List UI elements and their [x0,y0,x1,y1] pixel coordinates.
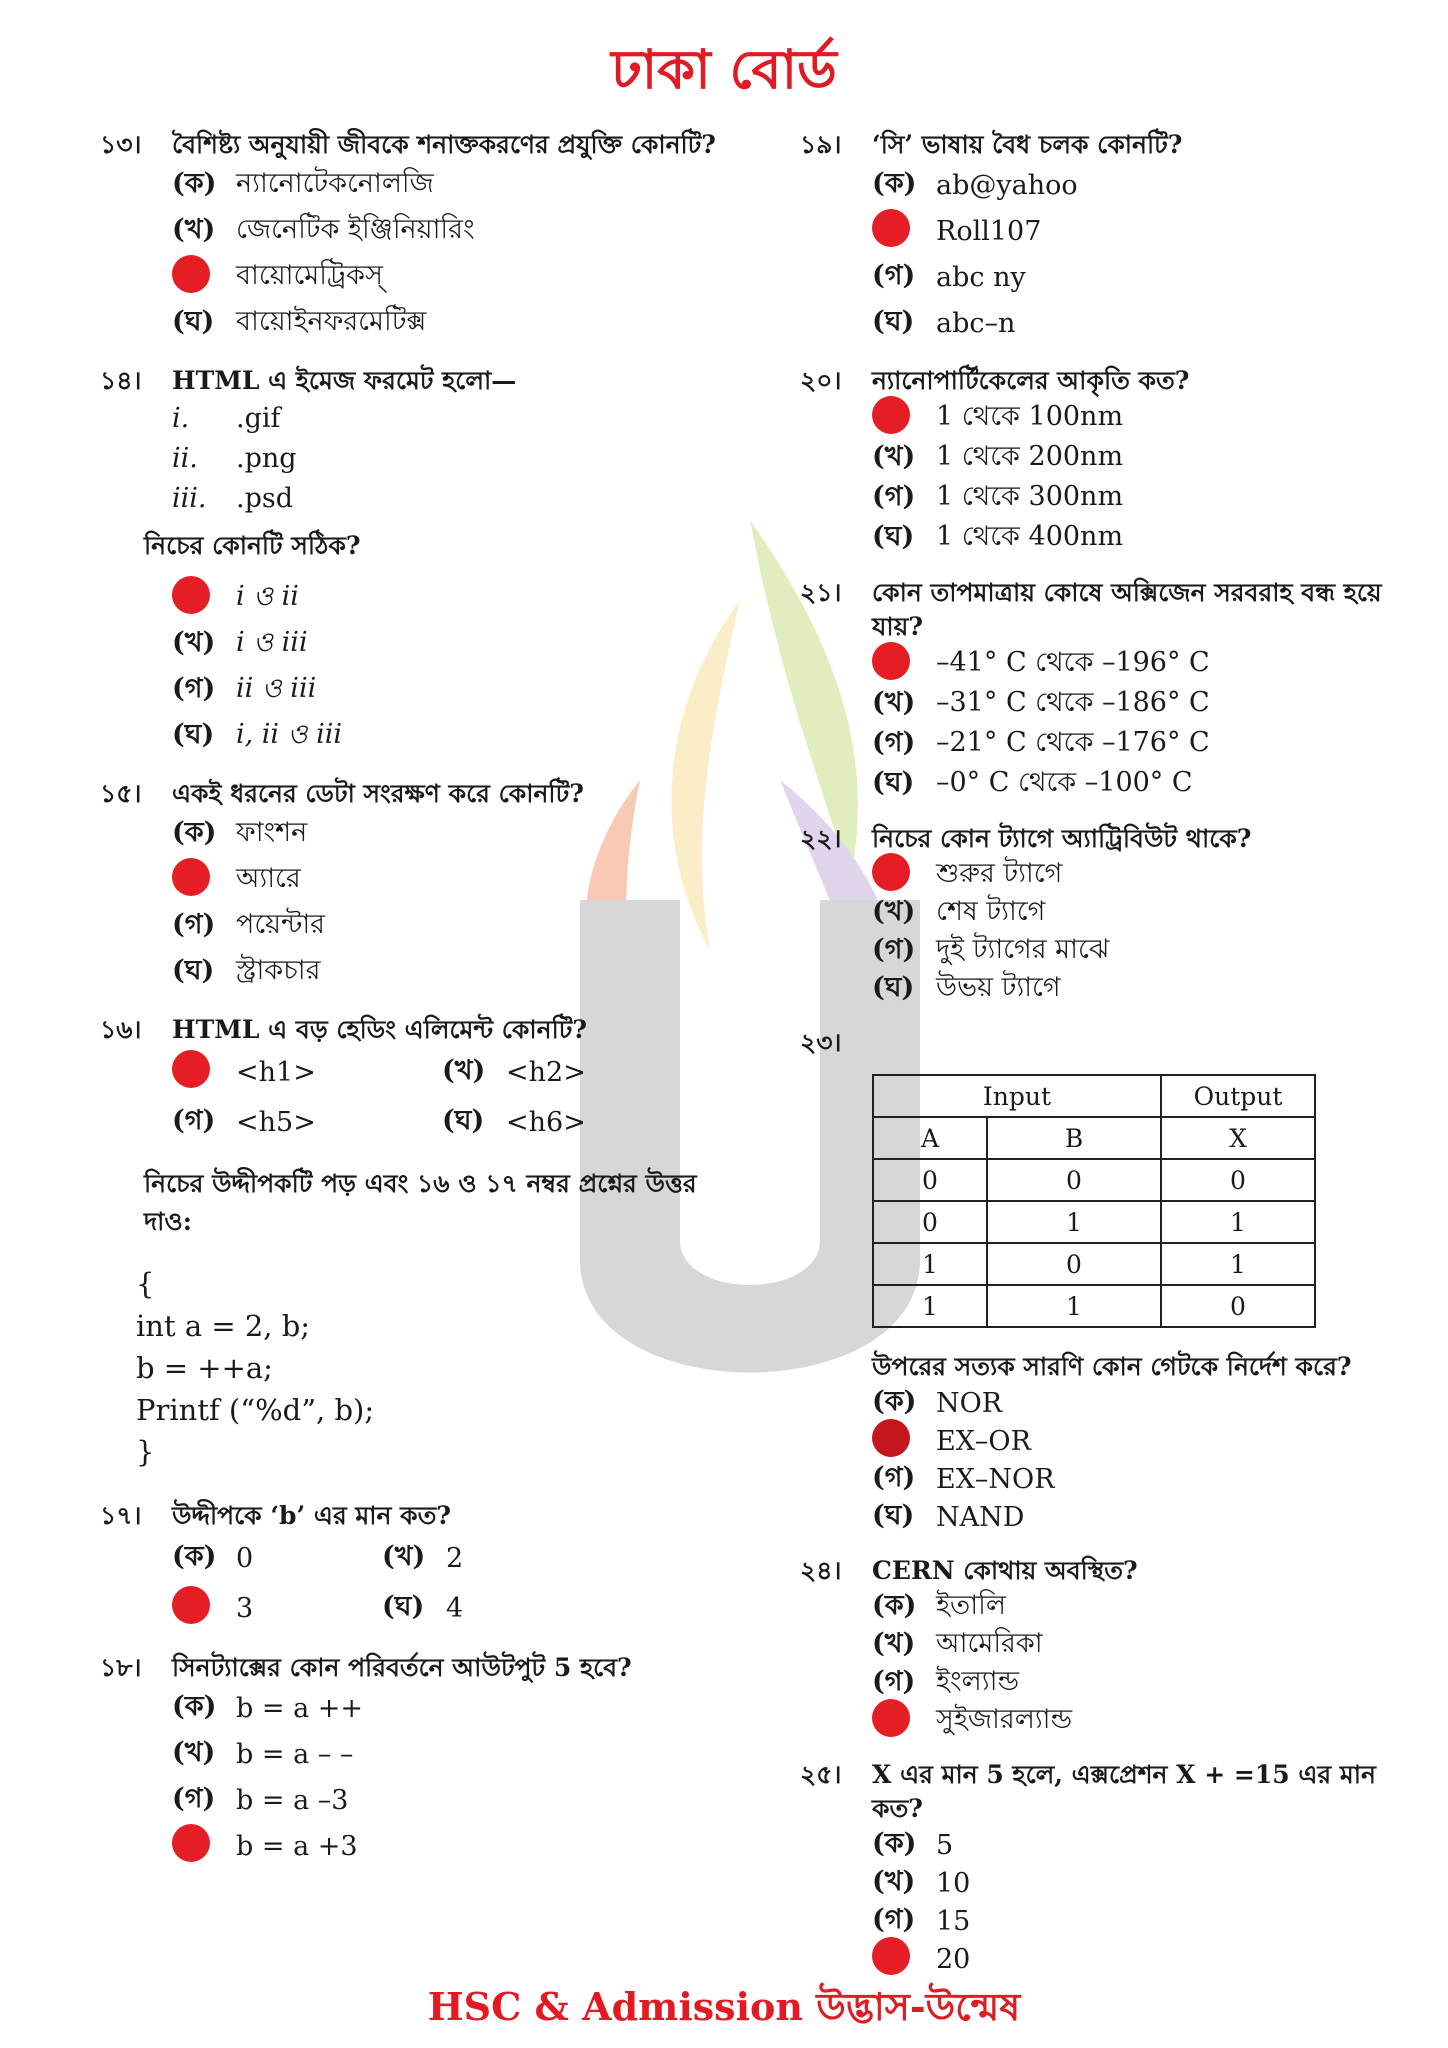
option-mark: (খ) [872,1865,916,1897]
option-correct[interactable] [872,1702,1400,1740]
option-mark: (ক) [172,1540,217,1572]
option[interactable] [872,1498,1400,1536]
statement-number: ii. [172,442,198,474]
option-correct[interactable] [872,856,1400,894]
option[interactable] [872,894,1400,932]
option[interactable] [872,438,1400,478]
option-mark: (গ) [872,480,916,512]
option[interactable] [172,1777,720,1823]
option-text: আমেরিকা [936,1627,1043,1659]
option[interactable] [872,970,1400,1008]
option-text: b = a ++ [236,1692,363,1724]
table-cell: 0 [873,1201,987,1243]
option-text: সুইজারল্যান্ড [936,1703,1073,1735]
code-block [136,1263,720,1473]
option-mark: (গ) [872,1665,916,1697]
table-row [873,1159,1315,1201]
option-mark: (গ) [872,933,916,965]
option-mark: (ক) [872,167,917,199]
table-cell: 0 [987,1243,1161,1285]
sub-question: নিচের কোনটি সঠিক? [144,531,361,560]
answer-dot-icon [872,1699,910,1737]
statement [172,478,720,518]
option[interactable] [172,621,720,667]
statement [172,398,720,438]
option-mark: (ঘ) [442,1104,485,1136]
option[interactable] [872,162,1400,208]
question-number: ২৩। [800,1028,842,1057]
table-cell: 1 [1161,1243,1315,1285]
option-text: <h5> [236,1106,316,1138]
question-18 [100,1651,720,1869]
option-correct[interactable] [872,208,1400,254]
option-mark: (ঘ) [872,766,915,798]
statement-text: .psd [236,482,294,514]
option-text: বায়োমেট্রিকস্ [236,259,383,291]
statement-number: iii. [172,482,207,514]
right-column [800,128,1400,1978]
option-text: শুরুর ট্যাগে [936,857,1063,889]
answer-dot-icon [872,1419,910,1457]
option-text: ফাংশন [236,816,308,848]
option-text: Roll107 [936,215,1042,247]
question-number: ১৭। [100,1501,142,1530]
question-19 [800,128,1400,346]
option-mark: (গ) [872,259,916,291]
table-cell: 1 [873,1243,987,1285]
question-text: ‘সি’ ভাষায় বৈধ চলক কোনটি? [872,130,1183,159]
option-text: EX–NOR [936,1463,1055,1495]
question-21 [800,576,1400,804]
question-number: ২৫। [800,1760,842,1789]
table-row [873,1243,1315,1285]
question-14 [100,364,720,759]
option-text: –0° C থেকে –100° C [936,766,1193,798]
option-mark: (খ) [872,440,916,472]
question-number: ১৪। [100,366,142,395]
question-13 [100,128,720,346]
option-text: ab@yahoo [936,169,1078,201]
option-text: 5 [936,1829,954,1861]
answer-dot-icon [172,858,210,896]
option-mark: (ক) [872,1827,917,1859]
code-line: { [136,1267,155,1301]
answer-dot-icon [172,255,210,293]
option[interactable] [172,903,720,949]
question-text: উপরের সত্যক সারণি কোন গেটকে নির্দেশ করে? [872,1352,1352,1381]
option[interactable] [872,764,1400,804]
question-text: X এর মান 5 হলে, এক্সপ্রেশন X + =15 এর মান কত? [872,1760,1376,1823]
question-23 [800,1026,1400,1536]
option-mark: (ঘ) [382,1590,425,1622]
option[interactable] [172,208,720,254]
code-line: int a = 2, b; [136,1309,311,1343]
option[interactable] [872,1384,1400,1422]
option[interactable] [872,1588,1400,1626]
option[interactable] [172,713,720,759]
table-cell: 1 [1161,1201,1315,1243]
option-text: পয়েন্টার [236,908,326,940]
table-header-input: Input [873,1075,1161,1117]
truth-table [872,1074,1316,1328]
option-text: ইতালি [936,1589,1006,1621]
option-mark: (খ) [172,213,216,245]
question-22 [800,822,1400,1008]
table-row [873,1201,1315,1243]
question-17 [100,1499,720,1633]
statement-text: .png [236,442,297,474]
option-text: 1 থেকে 400nm [936,520,1124,552]
option-mark: (গ) [172,1782,216,1814]
option-mark: (খ) [872,1627,916,1659]
option-text: <h6> [506,1106,586,1138]
option-correct[interactable] [872,1940,1400,1978]
option[interactable] [872,1626,1400,1664]
option-text: –31° C থেকে –186° C [936,686,1210,718]
option-text: i ও iii [236,626,308,658]
code-line: Printf (“%d”, b); [136,1393,375,1427]
option[interactable] [872,518,1400,558]
option-mark: (গ) [872,726,916,758]
option[interactable] [172,949,720,995]
question-text: HTML এ বড় হেডিং এলিমেন্ট কোনটি? [172,1015,587,1044]
question-20 [800,364,1400,558]
option[interactable] [872,932,1400,970]
option-correct[interactable] [172,575,720,621]
answer-dot-icon [872,853,910,891]
option-mark: (গ) [872,1903,916,1935]
option[interactable] [172,1731,720,1777]
question-number: ১৩। [100,130,142,159]
code-line: b = ++a; [136,1351,273,1385]
option-correct[interactable] [872,398,1400,438]
table-cell: 0 [873,1159,987,1201]
statement [172,438,720,478]
option[interactable] [172,1685,720,1731]
question-number: ২০। [800,366,842,395]
answer-dot-icon [872,642,910,680]
question-25 [800,1758,1400,1978]
option[interactable] [872,1460,1400,1498]
table-header-output: Output [1161,1075,1315,1117]
statement-text: .gif [236,402,281,434]
option-mark: (খ) [442,1054,486,1086]
option-mark: (ঘ) [172,954,215,986]
question-text: ন্যানোপার্টিকেলের আকৃতি কত? [872,366,1190,395]
option-text: abc–n [936,307,1016,339]
option-correct[interactable] [872,644,1400,684]
table-cell: 0 [987,1159,1161,1201]
option-text: abc ny [936,261,1026,293]
option-text: b = a +3 [236,1830,358,1862]
option[interactable] [872,478,1400,518]
page-title: ঢাকা বোর্ড [611,37,837,101]
option-mark: (ঘ) [172,718,215,750]
option-text: 1 থেকে 300nm [936,480,1124,512]
option[interactable] [872,1664,1400,1702]
option-text: ii ও iii [236,672,317,704]
option[interactable] [872,254,1400,300]
answer-dot-icon [872,1937,910,1975]
answer-dot-icon [872,209,910,247]
option-mark: (গ) [172,672,216,704]
question-text: একই ধরনের ডেটা সংরক্ষণ করে কোনটি? [172,779,584,808]
question-number: ২২। [800,824,842,853]
option-text: NAND [936,1501,1025,1533]
question-text: সিনট্যাক্সের কোন পরিবর্তনে আউটপুট 5 হবে? [172,1653,632,1682]
col-header: X [1161,1117,1315,1159]
option-text: 1 থেকে 200nm [936,440,1124,472]
question-24 [800,1554,1400,1740]
option[interactable] [872,1864,1400,1902]
option-correct[interactable] [172,857,720,903]
option-mark: (ঘ) [872,520,915,552]
option[interactable] [872,684,1400,724]
option[interactable] [172,667,720,713]
option-text: i ও ii [236,580,299,612]
option-text: 3 [236,1592,254,1624]
option-text: অ্যারে [236,862,301,894]
question-text: HTML এ ইমেজ ফরমেট হলো— [172,366,517,395]
table-cell: 1 [873,1285,987,1327]
option-text: –41° C থেকে –196° C [936,646,1210,678]
question-text: বৈশিষ্ট্য অনুযায়ী জীবকে শনাক্তকরণের প্রযুক্তি কোনটি? [172,130,716,159]
option-mark: (খ) [172,626,216,658]
option[interactable] [172,1533,382,1583]
option-text: <h1> [236,1056,316,1088]
question-number: ১৬। [100,1015,142,1044]
option-text: শেষ ট্যাগে [936,895,1046,927]
answer-dot-icon [172,1586,210,1624]
answer-dot-icon [172,1824,210,1862]
option[interactable] [872,724,1400,764]
option-mark: (গ) [172,908,216,940]
option-mark: (ক) [172,1690,217,1722]
question-text: কোন তাপমাত্রায় কোষে অক্সিজেন সরবরাহ বন্ধ হয়ে যায়? [872,578,1382,641]
table-cell: 1 [987,1285,1161,1327]
option-text: 2 [446,1542,464,1574]
option-text: 15 [936,1905,971,1937]
question-text: নিচের কোন ট্যাগে অ্যাট্রিবিউট থাকে? [872,824,1252,853]
option-text: জেনেটিক ইঞ্জিনিয়ারিং [236,213,475,245]
option-text: b = a – – [236,1738,354,1770]
option-mark: (খ) [872,895,916,927]
option-text: বায়োইনফরমেটিক্স [236,305,427,337]
option-text: –21° C থেকে –176° C [936,726,1210,758]
question-number: ২৪। [800,1556,842,1585]
option-correct[interactable] [172,254,720,300]
option-text: ন্যানোটেকনোলজি [236,167,434,199]
option-mark: (ঘ) [172,305,215,337]
option-text: স্ট্রাকচার [236,954,321,986]
option-mark: (ঘ) [872,305,915,337]
option-text: উভয় ট্যাগে [936,971,1061,1003]
option-text: 4 [446,1592,464,1624]
option-mark: (খ) [172,1736,216,1768]
question-number: ১৫। [100,779,142,808]
option-text: দুই ট্যাগের মাঝে [936,933,1110,965]
option[interactable] [442,1097,712,1147]
option[interactable] [872,300,1400,346]
table-cell: 0 [1161,1285,1315,1327]
option-mark: (ক) [872,1589,917,1621]
option-mark: (ঘ) [872,1499,915,1531]
answer-dot-icon [872,396,910,434]
option-text: <h2> [506,1056,586,1088]
option-mark: (গ) [872,1461,916,1493]
option-mark: (ঘ) [872,971,915,1003]
question-text: CERN কোথায় অবস্থিত? [872,1556,1138,1585]
option-mark: (খ) [382,1540,426,1572]
option[interactable] [442,1047,712,1097]
option-text: 10 [936,1867,971,1899]
col-header: B [987,1117,1161,1159]
option-mark: (ক) [172,816,217,848]
option[interactable] [872,1902,1400,1940]
option-text: b = a –3 [236,1784,349,1816]
option-correct[interactable] [172,1047,442,1097]
question-number: ১৮। [100,1653,142,1682]
stimulus-instruction: নিচের উদ্দীপকটি পড় এবং ১৬ ও ১৭ নম্বর প্রশ্নের উত্তর দাও: [144,1169,697,1236]
option-mark: (ক) [172,167,217,199]
footer-brand: HSC & Admission উদ্ভাস-উন্মেষ [427,1984,1021,2029]
option-text: 20 [936,1943,971,1975]
option-correct[interactable] [172,1583,382,1633]
option-text: EX–OR [936,1425,1031,1457]
statement-number: i. [172,402,190,434]
option[interactable] [382,1533,592,1583]
option-text: NOR [936,1387,1003,1419]
option-text: i, ii ও iii [236,718,343,750]
table-cell: 0 [1161,1159,1315,1201]
option[interactable] [872,1826,1400,1864]
option[interactable] [172,162,720,208]
question-number: ১৯। [800,130,842,159]
table-row [873,1285,1315,1327]
option[interactable] [172,811,720,857]
option-text: ইংল্যান্ড [936,1665,1020,1697]
question-15 [100,777,720,995]
question-number: ২১। [800,578,842,607]
answer-dot-icon [172,576,210,614]
option-mark: (গ) [172,1104,216,1136]
option[interactable] [172,1097,442,1147]
option-mark: (খ) [872,686,916,718]
option-mark: (ক) [872,1385,917,1417]
option-text: 0 [236,1542,254,1574]
code-line: } [136,1435,155,1469]
left-column [100,128,720,1869]
option-text: 1 থেকে 100nm [936,400,1124,432]
option[interactable] [172,300,720,346]
col-header: A [873,1117,987,1159]
answer-dot-icon [172,1050,210,1088]
question-16 [100,1013,720,1147]
option-correct[interactable] [172,1823,720,1869]
option[interactable] [382,1583,592,1633]
question-text: উদ্দীপকে ‘b’ এর মান কত? [172,1501,452,1530]
option-correct[interactable] [872,1422,1400,1460]
table-cell: 1 [987,1201,1161,1243]
